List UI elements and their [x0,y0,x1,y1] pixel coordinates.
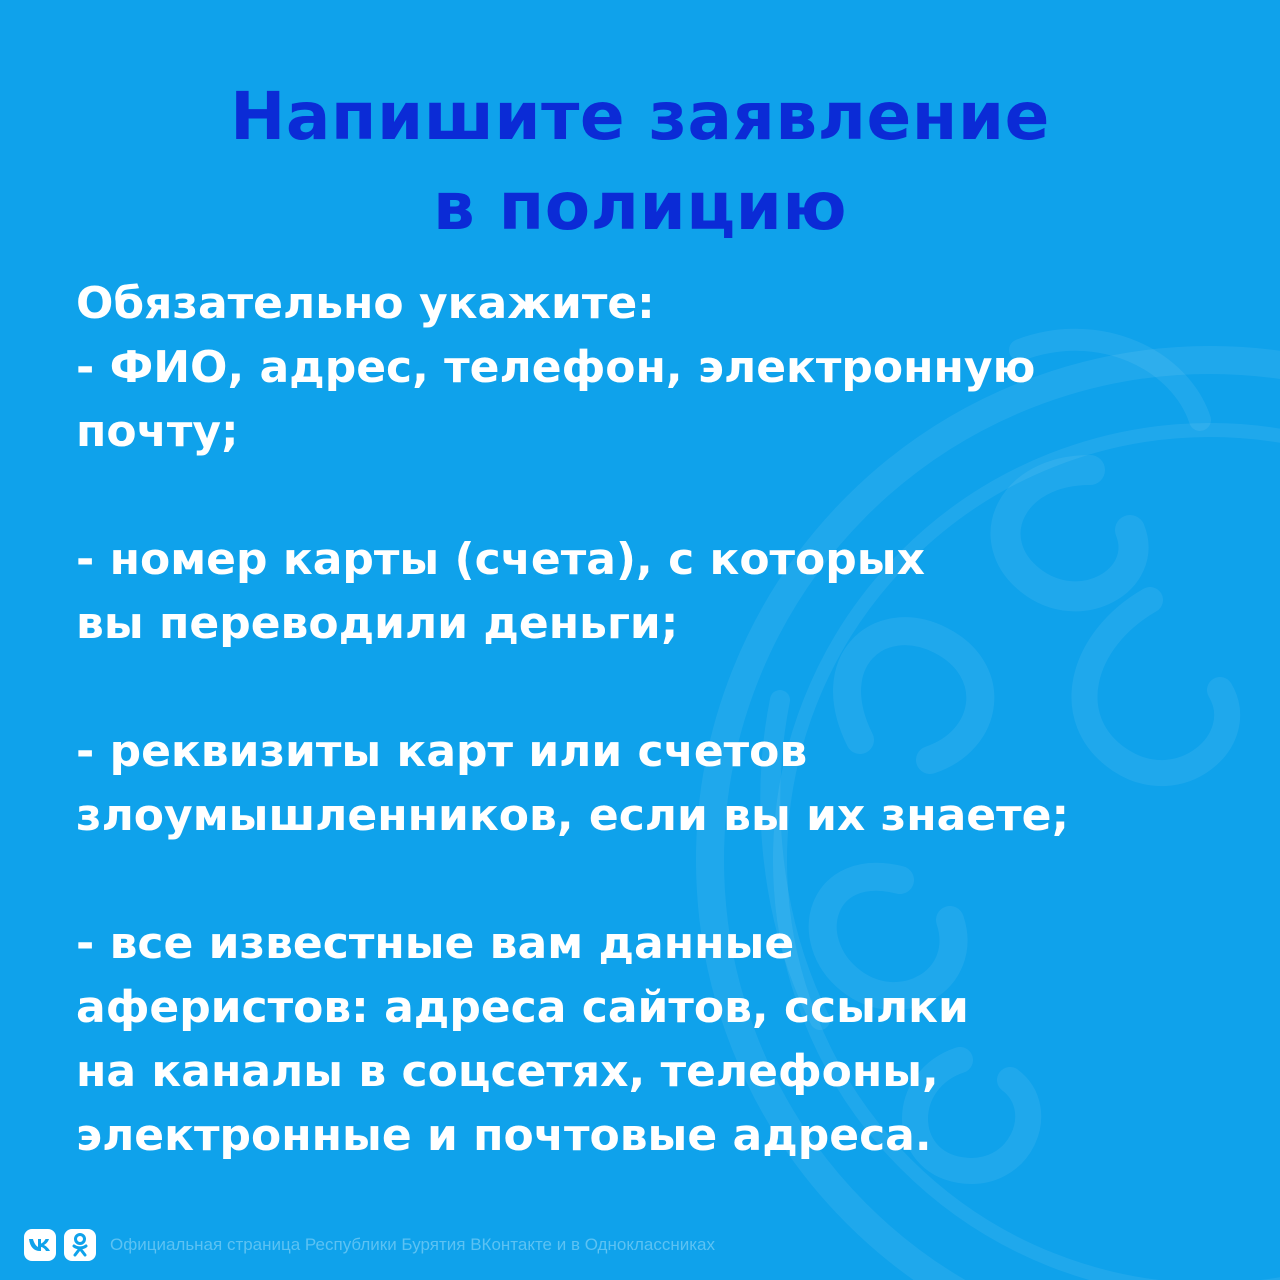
odnoklassniki-icon[interactable] [64,1229,96,1261]
footer [24,1228,715,1262]
requirements-list [76,272,1256,1168]
item-1-line: почту; [76,406,239,457]
vk-icon[interactable] [24,1229,56,1261]
item-4-line: аферистов: адреса сайтов, ссылки [76,982,969,1033]
item-2-line: - номер карты (счета), с которых [76,534,925,585]
item-4-line: - все известные вам данные [76,918,795,969]
slide-title [0,72,1280,252]
footer-caption: Официальная страница Республики Бурятия ВКонтакте и в Одноклассниках [110,1235,715,1254]
title-line: в полицию [432,168,848,245]
title-line: Напишите заявление [230,78,1050,155]
item-3-line: злоумышленников, если вы их знаете; [76,790,1070,841]
item-1-line: - ФИО, адрес, телефон, электронную [76,342,1036,393]
spacer [76,848,1256,912]
intro-text: Обязательно укажите: [76,278,655,329]
spacer [76,656,1256,720]
item-3-line: - реквизиты карт или счетов [76,726,808,777]
item-4-line: на каналы в соцсетях, телефоны, [76,1046,939,1097]
item-4-line: электронные и почтовые адреса. [76,1110,932,1161]
spacer [76,464,1256,528]
item-2-line: вы переводили деньги; [76,598,679,649]
